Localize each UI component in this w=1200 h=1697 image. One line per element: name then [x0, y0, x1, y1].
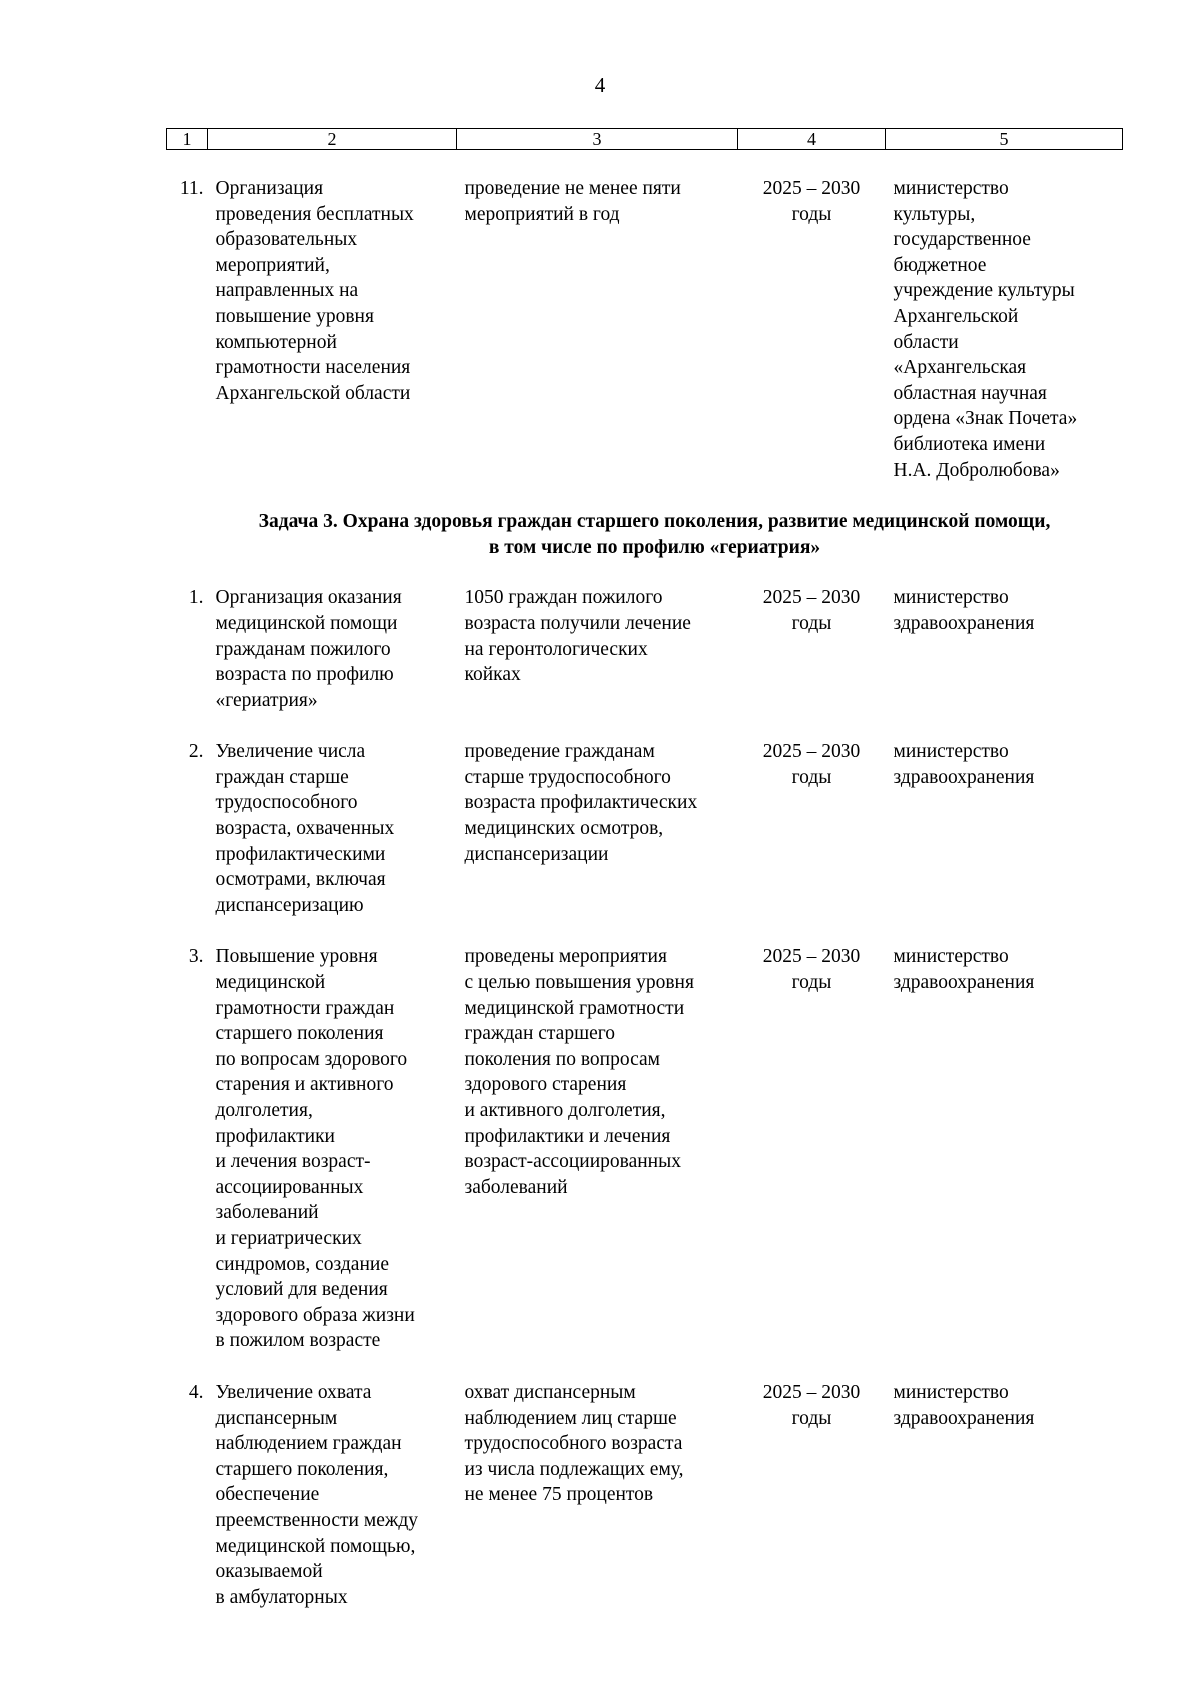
measure-result: проведение не менее пяти мероприятий в год: [464, 178, 681, 225]
column-number-1: 1: [167, 129, 208, 150]
row-number: 1.: [188, 587, 204, 609]
measure-responsible: министерство здравоохранения: [893, 946, 1035, 994]
measure-result: проведены мероприятия с целью повышения уровня медицинской грамотности граждан старшего поколения по вопросам здорового старения и активного долголетия, профилактики и лечения возраст-ассоциированных заболеваний: [464, 946, 694, 1198]
measure-title: Увеличение охвата диспансерным наблюдением граждан старшего поколения, обеспечение преемственности между медицинской помощью, оказываемой в амбулаторных: [215, 1381, 418, 1608]
table-row: [167, 944, 1123, 1380]
measures-table: [166, 128, 1123, 1636]
table-header: [167, 129, 1123, 150]
row-number: 4.: [188, 1381, 204, 1403]
measure-title: Организация проведения бесплатных образовательных мероприятий, направленных на повышение уровня компьютерной грамотности населения Архангельской области: [215, 178, 414, 404]
row-number: 2.: [188, 741, 204, 763]
column-number-3: 3: [457, 129, 738, 150]
measure-period: 2025 – 2030 годы: [762, 946, 861, 994]
row-number: 3.: [188, 946, 204, 968]
measure-result: охват диспансерным наблюдением лиц старше трудоспособного возраста из числа подлежащих ему, не менее 75 процентов: [464, 1381, 684, 1506]
measure-responsible: министерство здравоохранения: [893, 1381, 1035, 1429]
table-row: [167, 739, 1123, 944]
measure-period: 2025 – 2030 годы: [762, 178, 861, 225]
page-number: 4: [594, 73, 606, 97]
measure-result: проведение гражданам старше трудоспособного возраста профилактических медицинских осмотров, диспансеризации: [464, 741, 698, 865]
measure-result: 1050 граждан пожилого возраста получили лечение на геронтологических койках: [464, 587, 691, 686]
table-body: [167, 150, 1123, 1637]
measure-title: Повышение уровня медицинской грамотности граждан старшего поколения по вопросам здорового старения и активного долголетия, профилактики и лечения возраст- ассоциированных заболеваний и гериатрических синдромов, создание условий для ведения здорового образа жизни в пожилом возрасте: [215, 946, 415, 1352]
table-row: [167, 1380, 1123, 1636]
measure-responsible: министерство культуры, государственное бюджетное учреждение культуры Архангельской области «Архангельская областная научная ордена «Знак Почета» библиотека имени Н.А. Добролюбова»: [893, 178, 1078, 481]
row-number: 11.: [179, 178, 204, 199]
measure-responsible: министерство здравоохранения: [893, 741, 1035, 788]
measure-period: 2025 – 2030 годы: [762, 741, 861, 788]
measure-title: Увеличение числа граждан старше трудоспособного возраста, охваченных профилактическими осмотрами, включая диспансеризацию: [215, 741, 395, 916]
section-row: [167, 509, 1123, 585]
column-number-4: 4: [738, 129, 886, 150]
measure-title: Организация оказания медицинской помощи гражданам пожилого возраста по профилю «гериатрия»: [215, 587, 402, 711]
column-number-2: 2: [208, 129, 457, 150]
section-heading: Задача 3. Охрана здоровья граждан старшего поколения, развитие медицинской помощи, в том числе по профилю «гериатрия»: [258, 511, 1051, 558]
measure-responsible: министерство здравоохранения: [893, 587, 1035, 634]
column-number-5: 5: [886, 129, 1123, 150]
measure-period: 2025 – 2030 годы: [762, 587, 861, 634]
table-row: [167, 585, 1123, 739]
table-row: [167, 150, 1123, 510]
measure-period: 2025 – 2030 годы: [762, 1381, 861, 1429]
